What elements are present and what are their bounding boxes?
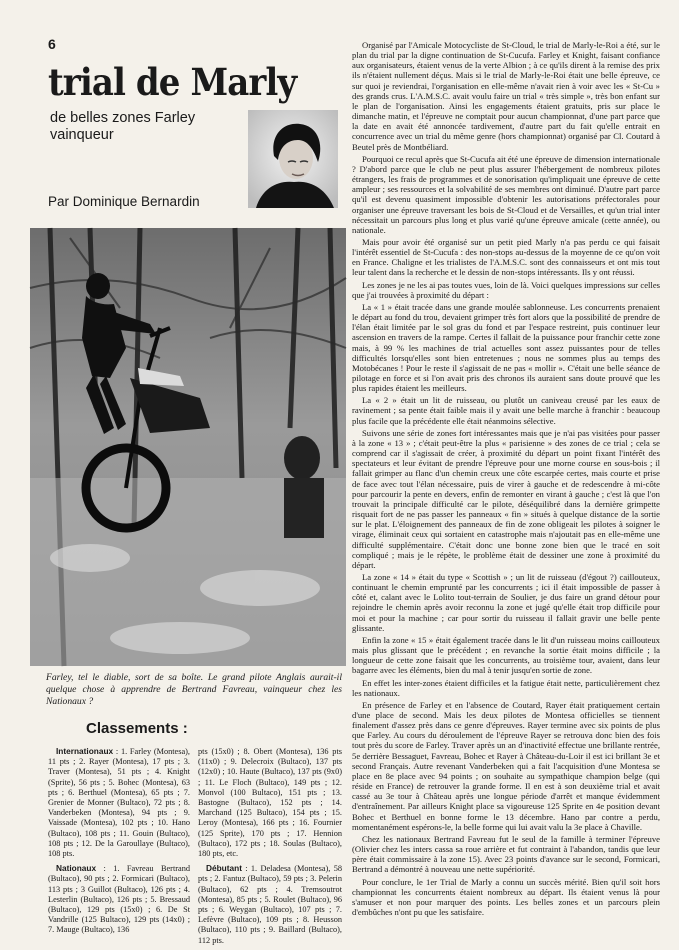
article-title: trial de Marly [48,60,297,104]
article-paragraph: Chez les nationaux Bertrand Favreau fut le seul de la famille à terminer l'épreuve (Olivier chez les inters cassa sa roue arrière et fut contraint à l'abandon, tandis que leur père était commissaire à la zone 15). Avec 23 points d'avance sur le second, Formicari, Bertrand a démontré à nouveau une nette supériorité. [352,833,660,875]
article-subtitle: de belles zones Farley vainqueur [50,110,196,143]
classement-entry: Nationaux : 1. Favreau Bertrand (Bultaco), 90 pts ; 2. Formicari (Bultaco), 113 pts ; 3 Guillot (Bultaco), 126 pts ; 4. Lesterlin (Bultaco), 126 pts ; 5. Bressaud (Bultaco), 129 pts (15x0) ; 6. De St Vandrille (125 Bultaco), 129 pts (14x0) ; 7. Mauge (Bultaco), 136 [48,863,190,935]
trial-rider-photo [30,228,346,666]
article-paragraph: Enfin la zone « 15 » était également tracée dans le lit d'un ruisseau moins caillouteux mais plus glissant que le précédent ; en revanche la sortie était moins difficile ; la longueur de cette zone faisait que les concurrents, au troisième tour, avaient, dans leur bagarre avec les éléments, bien du mal à tenir jusqu'en sortie de zone. [352,634,660,676]
page-number: 6 [48,36,56,52]
classements-column-1 [48,746,190,940]
classement-entry: Internationaux : 1. Farley (Montesa), 11 pts ; 2. Rayer (Montesa), 17 pts ; 3. Traver (Montesa), 51 pts ; 4. Knight (Sprite), 56 pts ; 5. Bohec (Montesa), 63 pts ; 6. Berthuel (Montesa), 65 pts ; 7. Grenier de Monner (Bultaco), 72 pts ; 8. Vanderbeken (Montesa), 94 pts ; 9. Vaissade (Montesa), 102 pts ; 10. Hano (Bultaco), 108 pts ; 11. Gouin (Bultaco), 108 pts ; 12. De la Garoullaye (Bultaco), 108 pts. [48,746,190,859]
article-paragraph: La « 2 » était un lit de ruisseau, ou plutôt un caniveau creusé par les eaux de ravinement ; sa pente était faible mais il y avait une belle marche à franchir : beaucoup plus facile que la précédente elle était néanmoins sélective. [352,395,660,426]
article-paragraph: Organisé par l'Amicale Motocycliste de St-Cloud, le trial de Marly-le-Roi a été, sur le plan du trial par la digne continuation de St-Cucufa. Farley et Knight, faisant confiance aux organisateurs, étaient venus de la verte Albion ; à ce qu'ils dirent à la remise des prix ils n'étaient nullement déçus. Mais si le trial de Marly-le-Roi était une belle épreuve, ce sur quoi je reviendrai, l'organisation en elle-même n'avait rien à voir avec les « St-Cu » des grands crus. L'A.M.S.C. avait voulu faire un trial « très simple », très bon enfant sur le plan de l'organisation. Ainsi les engagements étaient gratuits, pris sur place le dimanche matin, et l'épreuve ne comptait pour aucun championnat, d'une part parce que la date en avait été annoncée tardivement, d'autre part du fait qu'elle entrait en concurrence avec un trial du même genre (hors championnat) organisé par Cl. Coutard à Beutel près de Montbéliard. [352,40,660,152]
article-paragraph: Mais pour avoir été organisé sur un petit pied Marly n'a pas perdu ce qui faisait l'intérêt essentiel de St-Cucufa : des non-stops au-dessus de la moyenne de ce qu'on voit en France. Chaligne et les trialistes de l'A.M.S.C. sont des connaisseurs et ont mis tout leur talent dans la recherche et le dessin de non-stops intéressants. Ils y ont réussi. [352,236,660,278]
classement-entry: Débutant : 1. Deladesa (Montesa), 58 pts ; 2. Fantuz (Bultaco), 59 pts ; 3. Pelerin (Bultaco), 62 pts ; 4. Tremsoutrot (Montesa), 85 pts ; 5. Roulet (Bultaco), 96 pts ; 6. Weygan (Bultaco), 107 pts ; 7. Lefèvre (Bultaco), 109 pts ; 8. Heusson (Bultaco), 110 pts ; 9. Baillard (Bultaco), 112 pts. [198,863,342,945]
article-paragraph: Pour conclure, le 1er Trial de Marly a connu un succès mérité. Bien qu'il soit hors championnat les concurrents étaient nombreux au départ. Ils étaient venus là pour s'amuser et non pour marquer des points. Les belles zones et un parcours plein d'embûches n'ont pu que les satisfaire. [352,876,660,917]
byline: Par Dominique Bernardin [48,194,200,209]
article-paragraph: La « 1 » était tracée dans une grande moulée sablonneuse. Les concurrents prenaient le départ au fond du trou, devaient grimper très fort alors que la possibilité de prendre de l'élan était limitée par le sol gras du fond et par l'espace restreint, puis continuer leur ascension en travers de la rampe. Certes il fallait de la puissance pour franchir cette zone mais, à 99 % les machines de trial actuelles sont assez puissantes pour de telles difficultés lorsqu'elles sont bien entretenues ; nous ne sommes plus au temps des Motobécanes ! Pour le reste il s'agissait de ne pas « mollir ». C'était une belle séance de pilotage en force et si l'on avait pris des chronos ils auraient sans doute prouvé que les plus rapides étaient les meilleurs. [352,301,660,394]
article-paragraph: La zone « 14 » était du type « Scottish » ; un lit de ruisseau (d'égout ?) caillouteux, continuant le chemin emprunté par les concurrents ; ici il était impossible de passer à côté et, calant avec le Lolito tout-terrain de Soulier, je dus faire un grand détour pour rejoindre le chemin après avoir reconnu la zone et jugé qu'elle était trop difficile pour moi et pour la machine ; car pour sortir du ruisseau il fallait gravir une belle pente glissante. [352,571,660,633]
article-body [352,40,660,917]
article-paragraph: Pourquoi ce recul après que St-Cucufa ait été une épreuve de dimension internationale ? D'abord parce que le club ne peut plus assurer l'hébergement de nombreux pilotes étrangers, les frais de programmes et de sonorisation qu'impliquait une épreuve de cette ampleur ; ses ressources et la solvabilité de ses membres ont diminué. D'autre part parce qu'il est devenu quasiment impossible d'obtenir les autorisations préfectorales pour organiser une épreuve traversant les bois de St-Cloud et de Versailles, et qu'un trial inter nécessitait un parcours plus long et plus varié qu'une épreuve amicale (cette année), ou nationale. [352,153,660,235]
article-paragraph: Les zones je ne les ai pas toutes vues, loin de là. Voici quelques impressions sur celles que j'ai trouvées à proximité du départ : [352,279,660,300]
portrait-photo [248,110,338,208]
classement-entry: pts (15x0) ; 8. Obert (Montesa), 136 pts (11x0) ; 9. Delecroix (Bultaco), 137 pts (12x0) ; 10. Haute (Bultaco), 137 pts (9x0) ; 11. Le Floch (Bultaco), 149 pts ; 12. Monvol (100 Bultaco), 151 pts ; 13. Bastogne (Bultaco), 152 pts ; 14. Marchand (125 Bultaco), 154 pts ; 15. Leroy (Montesa), 166 pts ; 16. Fournier (125 Sprite), 170 pts ; 17. Hennion (Bultaco), 172 pts ; 18. Soulas (Bultaco), 180 pts, etc. [198,747,342,859]
article-paragraph: En présence de Farley et en l'absence de Coutard, Rayer était pratiquement certain d'une place de second. Mais les deux pilotes de Montesa officielles se tiennent finalement d'assez près dans ce genre d'épreuves. Rayer termine avec six points de plus que Farley. Au cours du déroulement de l'épreuve Rayer se retrouva donc bien des fois tout près du score de Farley. Traver après un an d'inactivité effectue une brillante rentrée, 5e derrière Bessaguet, Favreau, Bohec et Rayer à Château-du-Loir il est ici brillant 3e et second Français. Autre revenant Vanderbeken qui a fait l'acquisition d'une Montesa se place en 8e place avec 94 points ; on souhaite au sympathique champion belge (qui réside en France) de retrouver la grande forme. Il en est à son deuxième trial et avait cassé au 3e tour à Château après une longue période d'arrêt et manque évidemment d'entraînement. Par ailleurs Knight place sa vigoureuse 125 Sprite en 4e position devant Bohec et Berthuel en bonne forme le 13 décembre. Hano par contre a perdu, momentanément espérons-le, la belle forme qui lui avait valu la 3e place à Chaville. [352,699,660,832]
article-paragraph: En effet les inter-zones étaient difficiles et la fatigue était nette, particulièrement chez les nationaux. [352,677,660,698]
classements-heading: Classements : [86,720,188,737]
photo-caption: Farley, tel le diable, sort de sa boîte. Le grand pilote Anglais aurait-il quelque chose à apprendre de Bertrand Favreau, vainqueur chez les Nationaux ? [46,672,342,707]
article-paragraph: Suivons une série de zones fort intéressantes mais que je n'ai pas visitées pour passer à la zone « 13 » ; c'était peut-être la plus « parisienne » des zones de ce trial ; cela se comprend car il s'agissait de créer, à proximité du départ un point fixant l'intérêt des spectateurs et leur évitant de prendre l'épreuve pour une morne course en sous-bois ; il fallait grimper au flanc d'un chemin creux une côte escarpée certes, mais courte et prise de face avec tout l'élan nécessaire, puis de virer à gauche et de redescendre à mi-côte pour parcourir la pente en devers, enfin de remonter en virant à gauche ; c'est là que l'on trouvait la principale difficulté car le pilote, déséquilibré dans la dernière grimpette risquait fort de ne pas passer les panneaux « fin » situés à quelque distance de la sortie sur le plat. L'éloignement des panneaux de fin de zone obligeait les pilotes à soigner le virage, éliminait ceux qui sortaient en catastrophe mais n'ajoutait pas en elle-même une difficulté supplémentaire. C'était donc une bonne zone bien que le tracé en soit compliqué ; mais je le répète, le problème était de dessiner une zone à proximité du départ. [352,427,660,570]
classements-column-2 [198,746,342,950]
